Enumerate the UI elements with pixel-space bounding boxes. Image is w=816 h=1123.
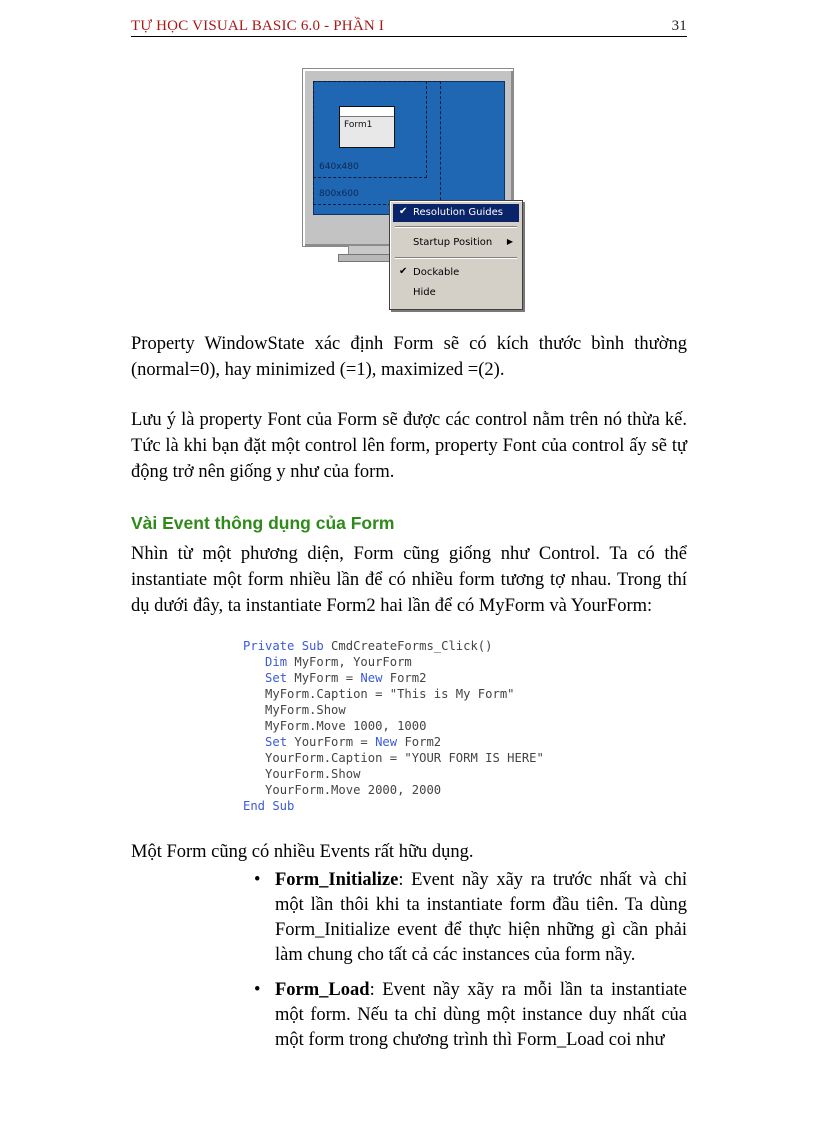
monitor-screen [313, 81, 505, 215]
code-line [243, 654, 643, 670]
code-text: MyForm, YourForm [287, 655, 412, 669]
code-text: YourForm.Move 2000, 2000 [265, 783, 442, 797]
code-keyword: Set [265, 735, 288, 749]
check-icon: ✔ [399, 266, 408, 277]
code-keyword: Private Sub [243, 639, 324, 653]
check-icon: ✔ [399, 206, 408, 217]
code-line [243, 798, 643, 814]
list-item-text [275, 868, 687, 968]
code-indent [243, 719, 265, 733]
menu-item-startup-position[interactable] [393, 234, 519, 252]
menu-separator [395, 257, 517, 259]
code-indent [243, 751, 265, 765]
menu-item-resolution-guides[interactable] [393, 204, 519, 222]
paragraph-events-intro: Một Form cũng có nhiều Events rất hữu dụng. [131, 842, 474, 862]
code-keyword: Dim [265, 655, 288, 669]
menu-separator [395, 226, 517, 228]
code-indent [243, 655, 265, 669]
bullet-icon: • [254, 980, 261, 1000]
code-text: Form2 [397, 735, 442, 749]
code-keyword: New [360, 671, 383, 685]
event-description: : Event nầy xãy ra trước nhất và chỉ một lần thôi khi ta instantiate form đầu tiên. Ta dùng Form_Initialize event để thực hiện những gì cần phải làm chung cho tất cả các instances của form nầy. [275, 870, 687, 965]
resolution-label-800: 800x600 [319, 189, 359, 199]
form-layout-figure [300, 66, 526, 312]
event-description: : Event nầy xãy ra mỗi lần ta instantiate một form. Nếu ta chỉ dùng một instance duy nhất của một form trong chương trình thì Form_Load coi như [275, 980, 687, 1050]
code-indent [243, 783, 265, 797]
page-header [131, 16, 687, 37]
code-indent [243, 735, 265, 749]
menu-item-label: Hide [413, 287, 436, 298]
code-indent [243, 687, 265, 701]
context-menu [389, 200, 523, 310]
code-line [243, 734, 643, 750]
menu-item-label: Startup Position [413, 237, 493, 248]
code-text: MyForm.Move 1000, 1000 [265, 719, 427, 733]
code-indent [243, 703, 265, 717]
code-line [243, 766, 643, 782]
menu-item-label: Dockable [413, 267, 460, 278]
form1-label: Form1 [344, 120, 373, 130]
code-text: MyForm.Caption = "This is My Form" [265, 687, 515, 701]
resolution-label-640: 640x480 [319, 162, 359, 172]
code-indent [243, 671, 265, 685]
code-line [243, 686, 643, 702]
code-text: YourForm.Caption = "YOUR FORM IS HERE" [265, 751, 544, 765]
code-text: MyForm.Show [265, 703, 346, 717]
paragraph-instantiate: Nhìn từ một phương diện, Form cũng giống như Control. Ta có thể instantiate một form nhiều lần để có nhiều form tương tợ nhau. Trong thí dụ dưới đây, ta instantiate Form2 hai lần để có MyForm và YourForm: [131, 544, 687, 616]
paragraph-font-inherit: Lưu ý là property Font của Form sẽ được các control nằm trên nó thừa kế. Tức là khi bạn đặt một control lên form, property Font của control ấy sẽ tự động trở nên giống y như của form. [131, 410, 687, 482]
code-keyword: Set [265, 671, 288, 685]
submenu-arrow-icon: ▶ [506, 237, 513, 246]
code-text: Form2 [382, 671, 427, 685]
code-keyword: New [375, 735, 398, 749]
event-name: Form_Initialize [275, 870, 399, 890]
code-line [243, 702, 643, 718]
code-line [243, 638, 643, 654]
code-indent [243, 767, 265, 781]
bullet-icon: • [254, 870, 261, 890]
code-line [243, 718, 643, 734]
form1-preview[interactable] [339, 106, 395, 148]
list-item-text [275, 978, 687, 1053]
form1-caption-bar [340, 107, 394, 117]
code-line [243, 782, 643, 798]
section-heading: Vài Event thông dụng của Form [131, 513, 395, 533]
code-keyword: End Sub [243, 799, 295, 813]
header-title: TỰ HỌC VISUAL BASIC 6.0 - PHẦN I [131, 18, 385, 34]
event-name: Form_Load [275, 980, 370, 1000]
code-text: YourForm.Show [265, 767, 361, 781]
code-text: YourForm = [287, 735, 376, 749]
code-block [243, 638, 643, 814]
menu-item-hide[interactable] [393, 284, 519, 302]
page-number: 31 [671, 18, 687, 34]
code-line [243, 670, 643, 686]
code-line [243, 750, 643, 766]
paragraph-windowstate: Property WindowState xác định Form sẽ có kích thước bình thường (normal=0), hay minimized (=1), maximized =(2). [131, 334, 687, 380]
menu-item-label: Resolution Guides [413, 207, 504, 218]
code-text: CmdCreateForms_Click() [323, 639, 493, 653]
menu-item-dockable[interactable] [393, 264, 519, 282]
code-text: MyForm = [287, 671, 361, 685]
